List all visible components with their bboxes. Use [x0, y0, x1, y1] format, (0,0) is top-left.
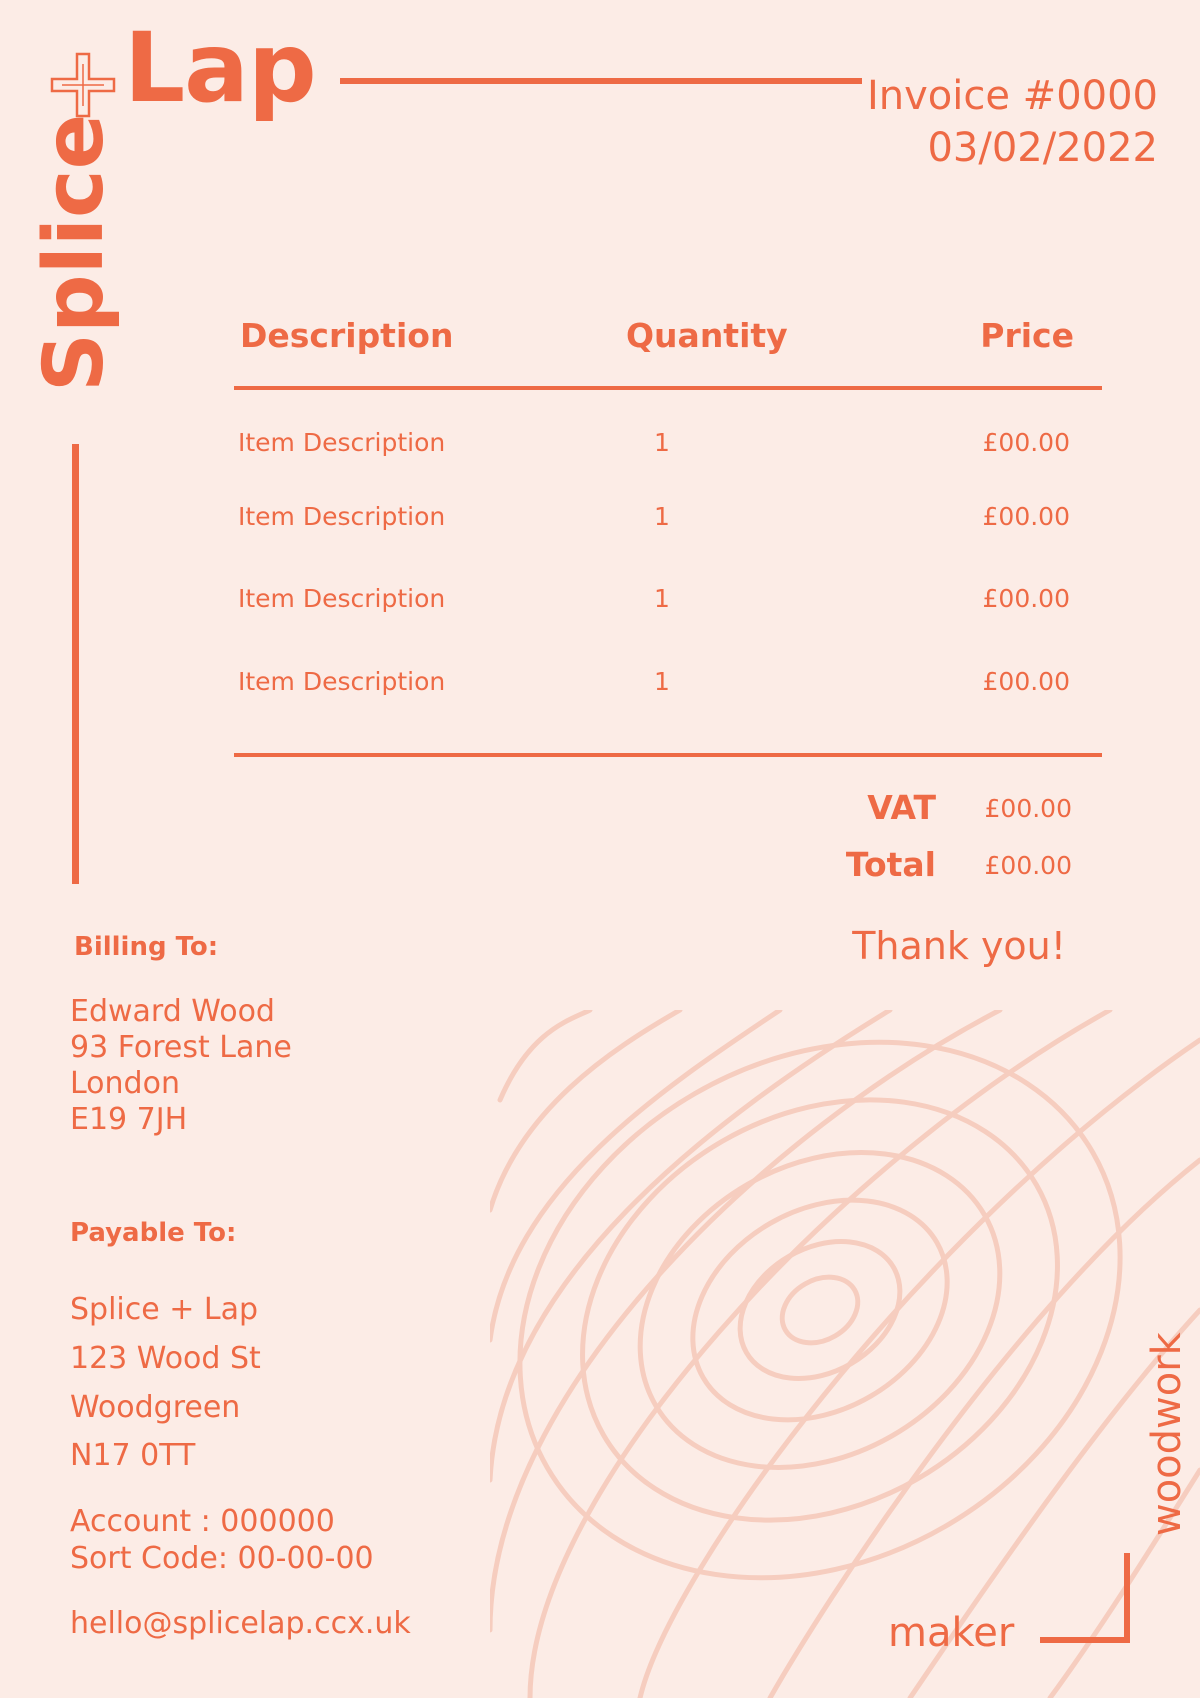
grain-ring — [490, 1010, 1200, 1684]
billing-postcode: E19 7JH — [70, 1102, 188, 1137]
table-bottom-rule — [234, 753, 1102, 757]
billing-address — [70, 994, 292, 1138]
column-header-quantity: Quantity — [626, 316, 788, 355]
column-header-description: Description — [240, 316, 454, 355]
row-description: Item Description — [238, 502, 446, 531]
grain-ring — [715, 1214, 924, 1406]
logo-word-lap: Lap — [124, 12, 316, 124]
wood-grain-decoration — [490, 1010, 1200, 1698]
grain-line — [500, 1010, 590, 1100]
left-vertical-divider — [72, 444, 79, 884]
billing-name: Edward Wood — [70, 994, 275, 1029]
grain-ring — [583, 1089, 1057, 1530]
grain-ring — [506, 1016, 1134, 1604]
payable-street: 123 Wood St — [70, 1341, 261, 1376]
column-header-price: Price — [980, 316, 1074, 355]
billing-street: 93 Forest Lane — [70, 1030, 292, 1065]
tagline-woodwork: woodwork — [1144, 1332, 1190, 1536]
grain-ring — [653, 1156, 987, 1464]
grain-ring — [770, 1264, 869, 1356]
invoice-number: Invoice #0000 — [866, 73, 1158, 119]
thank-you-message: Thank you! — [852, 924, 1066, 968]
logo-word-splice: Splice — [27, 113, 122, 392]
billing-city: London — [70, 1066, 180, 1101]
payable-postcode: N17 0TT — [70, 1438, 196, 1473]
grain-line — [530, 1010, 1110, 1698]
total-value: £00.00 — [984, 851, 1072, 880]
contact-email[interactable]: hello@splicelap.ccx.uk — [70, 1606, 411, 1641]
account-number: Account : 000000 — [70, 1504, 335, 1539]
payable-heading: Payable To: — [70, 1218, 237, 1248]
payable-area: Woodgreen — [70, 1390, 241, 1425]
row-quantity: 1 — [654, 428, 670, 457]
row-description: Item Description — [238, 667, 446, 696]
payable-name: Splice + Lap — [70, 1292, 259, 1327]
invoice-date: 03/02/2022 — [927, 125, 1158, 171]
corner-bracket-vertical — [1124, 1553, 1130, 1643]
row-quantity: 1 — [654, 667, 670, 696]
row-price: £00.00 — [982, 584, 1070, 613]
row-price: £00.00 — [982, 428, 1070, 457]
corner-bracket-horizontal — [1040, 1637, 1130, 1643]
vat-value: £00.00 — [984, 794, 1072, 823]
row-quantity: 1 — [654, 584, 670, 613]
row-price: £00.00 — [982, 502, 1070, 531]
sort-code: Sort Code: 00-00-00 — [70, 1541, 374, 1576]
invoice-meta — [867, 70, 1158, 174]
table-top-rule — [234, 386, 1102, 390]
total-label: Total — [845, 845, 936, 884]
tagline-maker: maker — [888, 1610, 1015, 1656]
row-description: Item Description — [238, 584, 446, 613]
header-divider — [340, 78, 862, 84]
grain-line — [490, 1010, 680, 1210]
row-price: £00.00 — [982, 667, 1070, 696]
row-description: Item Description — [238, 428, 446, 457]
vat-label: VAT — [867, 788, 936, 827]
row-quantity: 1 — [654, 502, 670, 531]
plus-icon — [50, 52, 116, 118]
billing-heading: Billing To: — [74, 932, 219, 962]
